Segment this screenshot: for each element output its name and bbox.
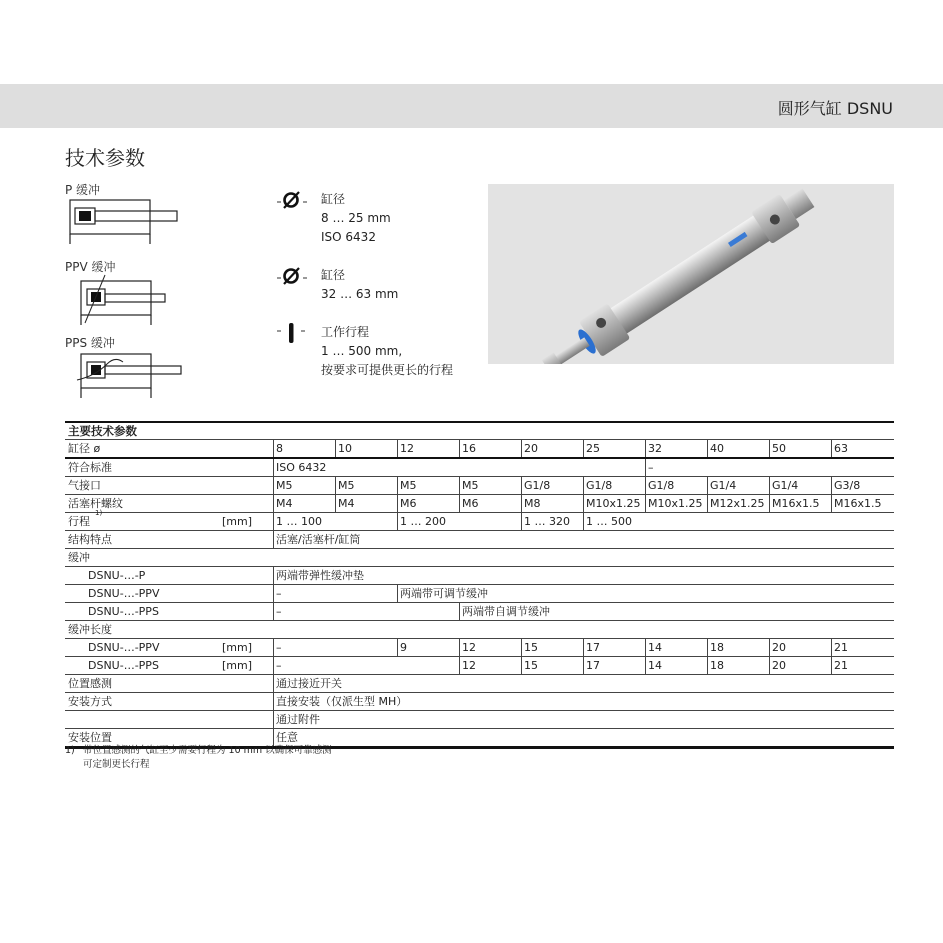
table-cell: M5 bbox=[400, 479, 417, 492]
table-cell: 1 … 200 bbox=[400, 515, 446, 528]
footnote-number: 1) bbox=[65, 745, 75, 756]
table-cell: 20 bbox=[772, 641, 786, 654]
cylinder-symbol-icon bbox=[65, 198, 185, 254]
row-unit: [mm] bbox=[222, 659, 253, 672]
row-unit: [mm] bbox=[222, 515, 253, 528]
spec-stroke bbox=[275, 323, 475, 403]
table-cell: G1/4 bbox=[772, 479, 799, 492]
spec-title: 工作行程 bbox=[321, 325, 370, 339]
bore-diameter-icon bbox=[275, 190, 319, 214]
diameter-header: 20 bbox=[524, 442, 538, 455]
symbol-label: P 缓冲 bbox=[65, 183, 101, 197]
table-cell: 15 bbox=[524, 641, 538, 654]
table-cell: M10x1.25 bbox=[648, 497, 703, 510]
spec-value: 按要求可提供更长的行程 bbox=[321, 363, 454, 377]
section-title: 技术参数 bbox=[65, 146, 145, 170]
table-cell: 14 bbox=[648, 659, 662, 672]
symbol-pps-cushioning bbox=[65, 334, 190, 406]
row-label: 缓冲长度 bbox=[68, 623, 112, 636]
table-row bbox=[65, 638, 894, 656]
table-cell: 1 … 100 bbox=[276, 515, 322, 528]
table-cell: M4 bbox=[338, 497, 355, 510]
table-cell: G1/8 bbox=[586, 479, 613, 492]
technical-data-table bbox=[65, 421, 894, 749]
table-cell: M12x1.25 bbox=[710, 497, 765, 510]
table-row bbox=[65, 584, 894, 602]
spec-bore-large bbox=[275, 266, 475, 306]
row-label: 结构特点 bbox=[68, 533, 112, 546]
table-cell: G1/4 bbox=[710, 479, 737, 492]
table-cell: – bbox=[648, 461, 654, 474]
table-cell: 直接安装（仅派生型 MH） bbox=[276, 695, 408, 708]
table-cell: M5 bbox=[462, 479, 479, 492]
table-row bbox=[65, 457, 894, 476]
table-cell: M5 bbox=[276, 479, 293, 492]
table-row bbox=[65, 710, 894, 728]
table-cell: M16x1.5 bbox=[834, 497, 882, 510]
table-cell: 9 bbox=[400, 641, 407, 654]
row-label: DSNU-…-PPV bbox=[88, 641, 160, 654]
table-row bbox=[65, 692, 894, 710]
table-cell: 1 … 500 bbox=[586, 515, 632, 528]
symbol-ppv-cushioning bbox=[65, 258, 185, 330]
table-cell: 任意 bbox=[276, 731, 298, 744]
diameter-header: 10 bbox=[338, 442, 352, 455]
spec-value: 1 … 500 mm, bbox=[321, 344, 403, 358]
table-cell: ISO 6432 bbox=[276, 461, 327, 474]
table-cell: M16x1.5 bbox=[772, 497, 820, 510]
table-cell: 17 bbox=[586, 641, 600, 654]
table-cell: G3/8 bbox=[834, 479, 861, 492]
spec-value: 8 … 25 mm bbox=[321, 211, 391, 225]
table-cell: 20 bbox=[772, 659, 786, 672]
table-row bbox=[65, 656, 894, 674]
row-label: DSNU-…-PPS bbox=[88, 605, 159, 618]
diameter-header: 63 bbox=[834, 442, 848, 455]
table-cell: G1/8 bbox=[648, 479, 675, 492]
table-cell: M10x1.25 bbox=[586, 497, 641, 510]
diameter-header: 12 bbox=[400, 442, 414, 455]
spec-title: 缸径 bbox=[321, 192, 346, 206]
table-row bbox=[65, 620, 894, 638]
diameter-header: 25 bbox=[586, 442, 600, 455]
table-cell: 通过接近开关 bbox=[276, 677, 342, 690]
row-label: DSNU-…-P bbox=[88, 569, 146, 582]
table-header-row bbox=[65, 439, 894, 457]
spec-bore-small bbox=[275, 190, 475, 250]
table-cell: 12 bbox=[462, 659, 476, 672]
footnote-ref: 1) bbox=[95, 509, 103, 517]
header-label: 缸径 ø bbox=[68, 442, 101, 455]
table-cell: – bbox=[276, 659, 282, 672]
table-cell: – bbox=[276, 605, 282, 618]
footnote-text: 可定制更长行程 bbox=[83, 759, 150, 770]
table-row bbox=[65, 509, 894, 530]
stroke-icon bbox=[275, 323, 319, 347]
table-cell: 17 bbox=[586, 659, 600, 672]
row-label: 行程 bbox=[68, 515, 90, 528]
table-row bbox=[65, 566, 894, 584]
symbol-label: PPV 缓冲 bbox=[65, 260, 116, 274]
table-row bbox=[65, 476, 894, 494]
row-label: 缓冲 bbox=[68, 551, 90, 564]
cylinder-image bbox=[488, 184, 894, 364]
page-title: 圆形气缸 DSNU bbox=[777, 99, 893, 118]
table-cell: 两端带弹性缓冲垫 bbox=[276, 569, 364, 582]
table-cell: 1 … 320 bbox=[524, 515, 570, 528]
table-cell: 12 bbox=[462, 641, 476, 654]
row-label: 安装位置 bbox=[68, 731, 112, 744]
symbol-label: PPS 缓冲 bbox=[65, 336, 115, 350]
footnote-text: 带位置感测的气缸至少需要行程为 10 mm 以确保可靠感测 bbox=[83, 745, 332, 756]
table-cell: 两端带自调节缓冲 bbox=[462, 605, 550, 618]
table-cell: 两端带可调节缓冲 bbox=[400, 587, 488, 600]
row-unit: [mm] bbox=[222, 641, 253, 654]
table-row bbox=[65, 602, 894, 620]
table-row bbox=[65, 494, 894, 512]
cylinder-symbol-icon bbox=[65, 273, 185, 331]
table-cell: 18 bbox=[710, 641, 724, 654]
diameter-header: 50 bbox=[772, 442, 786, 455]
table-cell: M6 bbox=[462, 497, 479, 510]
table-cell: 15 bbox=[524, 659, 538, 672]
table-cell: 21 bbox=[834, 641, 848, 654]
table-cell: – bbox=[276, 641, 282, 654]
row-label: DSNU-…-PPV bbox=[88, 587, 160, 600]
row-label: 活塞杆螺纹 bbox=[68, 497, 123, 510]
table-row bbox=[65, 548, 894, 566]
bore-diameter-icon bbox=[275, 266, 319, 290]
spec-value: ISO 6432 bbox=[321, 230, 376, 244]
table-title: 主要技术参数 bbox=[65, 421, 894, 439]
symbol-p-cushioning bbox=[65, 181, 185, 251]
spec-title: 缸径 bbox=[321, 268, 346, 282]
table-cell: M5 bbox=[338, 479, 355, 492]
header-banner bbox=[0, 84, 943, 128]
table-cell: M8 bbox=[524, 497, 541, 510]
cylinder-symbol-icon bbox=[65, 350, 190, 408]
table-cell: 活塞/活塞杆/缸筒 bbox=[276, 533, 361, 546]
row-label: DSNU-…-PPS bbox=[88, 659, 159, 672]
table-cell: 21 bbox=[834, 659, 848, 672]
spec-value: 32 … 63 mm bbox=[321, 287, 399, 301]
product-photo bbox=[488, 184, 894, 364]
row-label: 位置感测 bbox=[68, 677, 112, 690]
table-cell: 通过附件 bbox=[276, 713, 320, 726]
table-row bbox=[65, 530, 894, 548]
row-label: 安装方式 bbox=[68, 695, 112, 708]
diameter-header: 16 bbox=[462, 442, 476, 455]
table-cell: 14 bbox=[648, 641, 662, 654]
table-cell: 18 bbox=[710, 659, 724, 672]
diameter-header: 40 bbox=[710, 442, 724, 455]
table-cell: M6 bbox=[400, 497, 417, 510]
table-cell: M4 bbox=[276, 497, 293, 510]
diameter-header: 8 bbox=[276, 442, 283, 455]
row-label: 符合标准 bbox=[68, 461, 112, 474]
diameter-header: 32 bbox=[648, 442, 662, 455]
row-label bbox=[65, 711, 68, 728]
table-cell: – bbox=[276, 587, 282, 600]
table-cell: G1/8 bbox=[524, 479, 551, 492]
row-label: 气接口 bbox=[68, 479, 101, 492]
table-row bbox=[65, 674, 894, 692]
